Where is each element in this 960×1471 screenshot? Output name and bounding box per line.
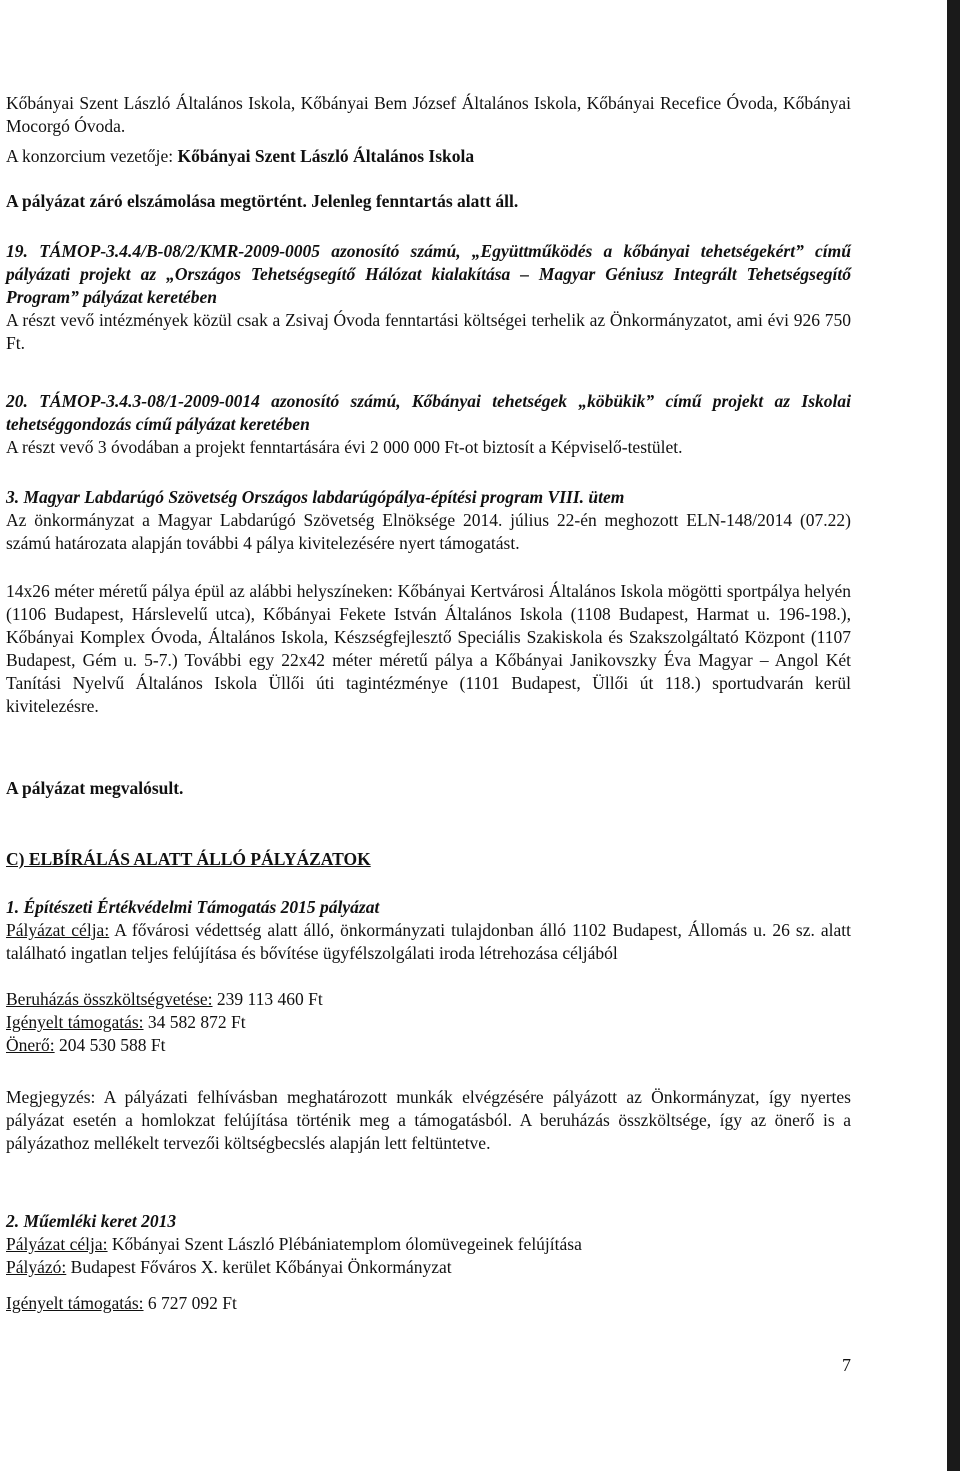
intro-leader bbox=[6, 145, 851, 168]
intro-leader-label: A konzorcium vezetője: bbox=[6, 146, 178, 166]
c1-goal-text: A fővárosi védettség alatt álló, önkormányzati tulajdonban álló 1102 Budapest, Állomás u. 26 sz. alatt található ingatlan teljes felújítása és bővítése ügyfélszolgálati iroda létrehozása céljából bbox=[6, 920, 851, 963]
c2-heading: 2. Műemléki keret 2013 bbox=[6, 1211, 177, 1231]
c2-requested-value: 6 727 092 Ft bbox=[143, 1293, 237, 1313]
intro-institutions: Kőbányai Szent László Általános Iskola, Kőbányai Bem József Általános Iskola, Kőbányai Recefice Óvoda, Kőbányai Mocorgó Óvoda. bbox=[6, 93, 851, 136]
c2-applicant bbox=[6, 1256, 851, 1279]
scan-edge-bar bbox=[947, 0, 960, 1471]
c1-requested-value: 34 582 872 Ft bbox=[143, 1012, 246, 1032]
c2-goal-text: Kőbányai Szent László Plébániatemplom ólomüvegeinek felújítása bbox=[107, 1234, 582, 1254]
c1-note: Megjegyzés: A pályázati felhívásban meghatározott munkák elvégzésére pályázott az Önkormányzat, így nyertes pályázat esetén a homlokzat felújítása történik meg a támogatásból. A beruházás összköltsége, így az önerő is a pályázathoz mellékelt tervezői költségbecslés alapján lett feltüntetve. bbox=[6, 1087, 851, 1153]
c2-requested-label: Igényelt támogatás: bbox=[6, 1293, 144, 1313]
c2-requested bbox=[6, 1292, 851, 1315]
intro-status: A pályázat záró elszámolása megtörtént. Jelenleg fenntartás alatt áll. bbox=[6, 191, 519, 211]
item3-body: Az önkormányzat a Magyar Labdarúgó Szövetség Elnöksége 2014. július 22-én meghozott ELN-148/2014 (07.22) számú határozata alapján további 4 pálya kivitelezésére nyert támogatást. bbox=[6, 510, 851, 553]
item3-locations: 14x26 méter méretű pálya épül az alábbi helyszíneken: Kőbányai Kertvárosi Általános Iskola mögötti sportpálya helyén (1106 Budapest, Hárslevelű utca), Kőbányai Fekete István Általános Iskola (1108 Budapest, Harmat u. 196-198.), Kőbányai Komplex Óvoda, Általános Iskola, Készségfejlesztő Speciális Szakiskola és Szakszolgáltató Központ (1107 Budapest, Gém u. 5-7.) További egy 22x42 méter méretű pálya a Kőbányai Janikovszky Éva Magyar – Angol Két Tanítási Nyelvű Általános Iskola Üllői úti tagintézménye (1101 Budapest, Üllői út 118.) sportudvarán kerül kivitelezésre. bbox=[6, 581, 851, 716]
item20-heading-prefix: 20. TÁMOP-3.4.3-08/1-2009-0014 azonosító számú, bbox=[6, 391, 412, 411]
c2-applicant-text: Budapest Főváros X. kerület Kőbányai Önkormányzat bbox=[66, 1257, 452, 1277]
section-c-title: C) ELBÍRÁLÁS ALATT ÁLLÓ PÁLYÁZATOK bbox=[6, 849, 371, 869]
item20-body: A részt vevő 3 óvodában a projekt fenntartására évi 2 000 000 Ft-ot biztosít a Képviselő-testület. bbox=[6, 437, 683, 457]
c1-budget bbox=[6, 988, 851, 1011]
c1-heading: 1. Építészeti Értékvédelmi Támogatás 2015 pályázat bbox=[6, 897, 380, 917]
c1-own-label: Önerő: bbox=[6, 1035, 55, 1055]
c2-goal bbox=[6, 1233, 851, 1256]
item3-heading: 3. Magyar Labdarúgó Szövetség Országos labdarúgópálya-építési program VIII. ütem bbox=[6, 487, 625, 507]
item19-heading: 19. TÁMOP-3.4.4/B-08/2/KMR-2009-0005 azonosító számú, „Együttműködés a kőbányai tehetségekért” című pályázati projekt az „Országos Tehetségsegítő Hálózat kialakítása – Magyar Géniusz Integrált Tehetségsegítő Program” pályázat keretében bbox=[6, 241, 851, 307]
c1-own-value: 204 530 588 Ft bbox=[54, 1035, 166, 1055]
c2-goal-label: Pályázat célja: bbox=[6, 1234, 108, 1254]
c1-requested-label: Igényelt támogatás: bbox=[6, 1012, 144, 1032]
c1-budget-value: 239 113 460 Ft bbox=[212, 989, 323, 1009]
c1-budget-label: Beruházás összköltségvetése: bbox=[6, 989, 213, 1009]
item20-heading bbox=[6, 390, 851, 436]
c2-applicant-label: Pályázó: bbox=[6, 1257, 67, 1277]
page-number: 7 bbox=[842, 1355, 851, 1375]
c1-goal bbox=[6, 919, 851, 965]
item3-result: A pályázat megvalósult. bbox=[6, 778, 184, 798]
intro-leader-value: Kőbányai Szent László Általános Iskola bbox=[177, 146, 475, 166]
item20-heading-rest: Kőbányai tehetségek „köbükik” című projekt az Iskolai tehetséggondozás című pályázat keretében bbox=[6, 391, 851, 434]
c1-requested bbox=[6, 1011, 851, 1034]
c1-goal-label: Pályázat célja: bbox=[6, 920, 110, 940]
item19-body: A részt vevő intézmények közül csak a Zsivaj Óvoda fenntartási költségei terhelik az Önkormányzatot, ami évi 926 750 Ft. bbox=[6, 310, 851, 353]
c1-own-funds bbox=[6, 1034, 851, 1057]
